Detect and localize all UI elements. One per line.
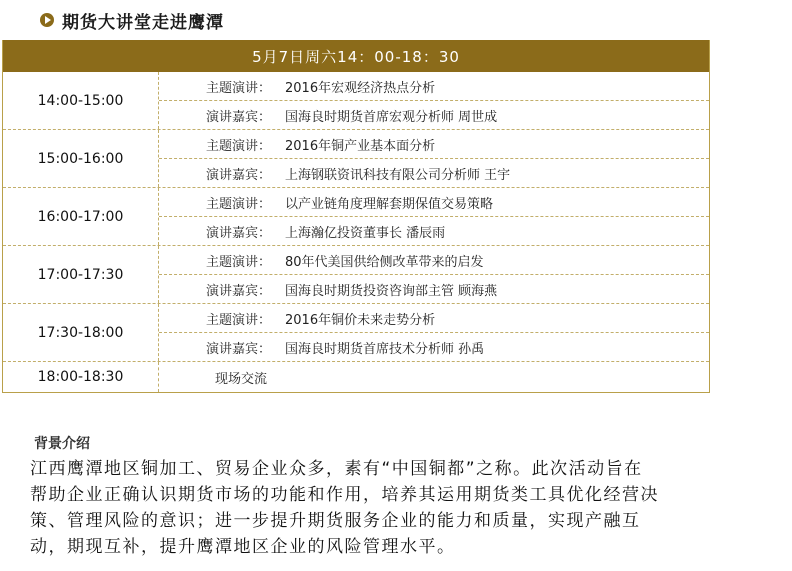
topic-label: 主题演讲： [205, 196, 271, 212]
session-time: 17:30-18:00 [3, 304, 159, 361]
activity-label: 现场交流 [215, 371, 268, 387]
topic-label: 主题演讲： [205, 254, 271, 270]
session-row-final [3, 362, 709, 393]
background-line: 江西鹰潭地区铜加工、贸易企业众多，素有“中国铜都”之称。此次活动旨在 [30, 459, 643, 479]
topic-text: 2016年铜价未来走势分析 [285, 312, 436, 328]
background-line: 动，期现互补，提升鹰潭地区企业的风险管理水平。 [30, 537, 456, 557]
speaker-label: 演讲嘉宾： [205, 283, 271, 299]
page-title: 期货大讲堂走进鹰潭 [62, 12, 224, 33]
speaker-text: 国海良时期货投资咨询部主管 顾海燕 [285, 283, 498, 299]
speaker-text: 国海良时期货首席技术分析师 孙禹 [285, 341, 485, 357]
session-row [3, 304, 709, 362]
background-line: 策、管理风险的意识；进一步提升期货服务企业的能力和质量，实现产融互 [30, 511, 641, 531]
session-time: 14:00-15:00 [3, 72, 159, 129]
session-time: 17:00-17:30 [3, 246, 159, 303]
background-title: 背景介绍 [34, 436, 90, 452]
session-time: 16:00-17:00 [3, 188, 159, 245]
session-row [3, 130, 709, 188]
date-bar: 5月7日周六14：00-18：30 [3, 40, 709, 72]
session-time: 18:00-18:30 [3, 362, 159, 392]
speaker-text: 上海瀚亿投资董事长 潘辰雨 [285, 225, 446, 241]
topic-text: 80年代美国供给侧改革带来的启发 [285, 254, 484, 270]
speaker-text: 国海良时期货首席宏观分析师 周世成 [285, 109, 498, 125]
speaker-label: 演讲嘉宾： [205, 225, 271, 241]
speaker-text: 上海钢联资讯科技有限公司分析师 王宇 [285, 167, 511, 183]
section-heading [40, 6, 224, 34]
topic-label: 主题演讲： [205, 138, 271, 154]
speaker-label: 演讲嘉宾： [205, 167, 271, 183]
topic-label: 主题演讲： [205, 80, 271, 96]
topic-label: 主题演讲： [205, 312, 271, 328]
topic-text: 2016年铜产业基本面分析 [285, 138, 436, 154]
session-row [3, 72, 709, 130]
background-paragraph [30, 456, 720, 560]
session-time: 15:00-16:00 [3, 130, 159, 187]
session-row [3, 246, 709, 304]
session-row [3, 188, 709, 246]
speaker-label: 演讲嘉宾： [205, 109, 271, 125]
speaker-label: 演讲嘉宾： [205, 341, 271, 357]
background-line: 帮助企业正确认识期货市场的功能和作用，培养其运用期货类工具优化经营决 [30, 485, 659, 505]
schedule-table [2, 40, 710, 393]
play-circle-icon [40, 13, 54, 27]
topic-text: 以产业链角度理解套期保值交易策略 [285, 196, 494, 212]
topic-text: 2016年宏观经济热点分析 [285, 80, 436, 96]
